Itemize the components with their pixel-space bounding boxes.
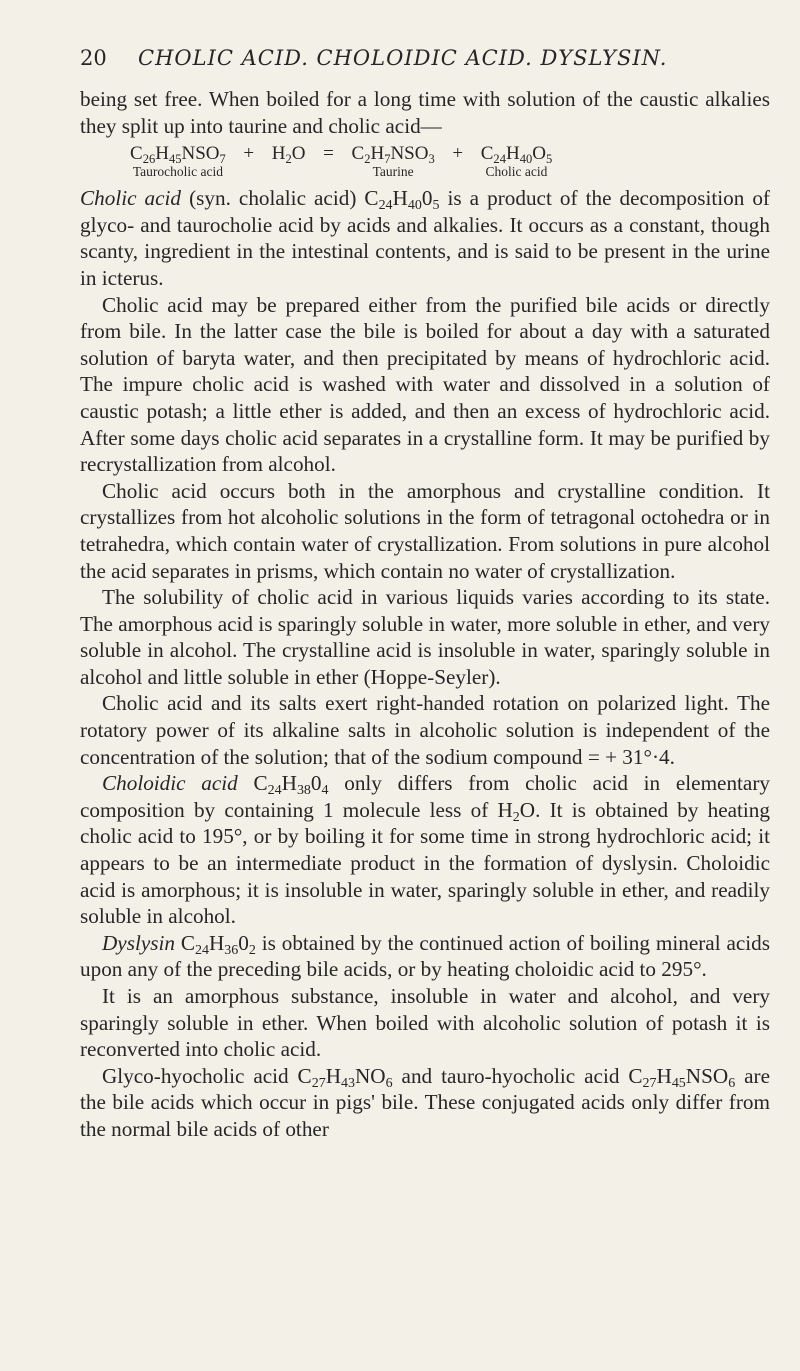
paragraph-cholic-acid: Cholic acid (syn. cholalic acid) $C_{24}H_{40}0_5$ is a product of the decomposition of glyco- and taurocholie acid by acids and alkalies. It occurs as a constant, though scanty, ingredient in the intestinal contents, and is said to be present in the urine in icterus.: [80, 186, 770, 290]
term-cholic-acid: Cholic acid: [80, 186, 182, 211]
paragraph-dyslysin: Dyslysin $C_{24}H_{36}0_2$ is obtained by the continued action of boiling mineral acids upon any of the preceding bile acids, or by heating choloidic acid to 295°.: [80, 930, 770, 982]
book-page: [80, 46, 770, 1143]
paragraph-rotation: Cholic acid and its salts exert right-handed rotation on polarized light. The rotatory power of its alkaline salts in alcoholic solution is independent of the concentration of the solution; that of the sodium compound = + 31°·4.: [80, 691, 770, 769]
caption-taurocholic-acid: Taurocholic acid: [132, 164, 223, 180]
body-text: [80, 86, 770, 1143]
formula-taurine: $C_2H_7NSO_3$: [351, 143, 435, 166]
paragraph-hyocholic-acids: Glyco-hyocholic acid $C_{27}H_{43}NO_6$ and tauro-hyocholic acid $C_{27}H_{45}NSO_6$ are the bile acids which occur in pigs' bile. These conjugated acids only differ from the normal bile acids of other: [80, 1063, 770, 1141]
caption-cholic-acid: Cholic acid: [485, 164, 548, 180]
equation-term-water: [272, 143, 306, 165]
term-choloidic-acid: Choloidic acid: [102, 771, 238, 796]
plus-sign: +: [243, 143, 255, 165]
equation-term-cholic-acid: [481, 143, 552, 179]
plus-sign: +: [452, 143, 464, 165]
paragraph-dyslysin-properties: It is an amorphous substance, insoluble in water and alcohol, and very sparingly soluble in ether. When boiled with alcoholic solution of potash it is reconverted into cholic acid.: [80, 984, 770, 1062]
page-number: 20: [80, 46, 107, 70]
formula-cholic-acid: $C_{24}H_{40}O_5$: [480, 143, 553, 166]
formula-water: $H_2O$: [271, 143, 306, 166]
paragraph-preparation: Cholic acid may be prepared either from the purified bile acids or directly from bile. In the latter case the bile is boiled for about a day with a saturated solution of baryta water, and then precipitated by means of hydrochloric acid. The impure cholic acid is washed with water and dissolved in a solution of caustic potash; a little ether is added, and then an excess of hydrochloric acid. After some days cholic acid separates in a crystalline form. It may be purified by recrystallization from alcohol.: [80, 292, 770, 477]
equation-term-taurocholic-acid: [130, 143, 226, 179]
equation-term-taurine: [352, 143, 435, 179]
formula-taurocholic-acid: $C_{26}H_{45}NSO_7$: [130, 143, 226, 166]
paragraph-crystallization: Cholic acid occurs both in the amorphous and crystalline condition. It crystallizes from hot alcoholic solutions in the form of tetragonal octohedra or in tetrahedra, which contain water of crystallization. From solutions in pure alcohol the acid separates in prisms, which contain no water of crystallization.: [80, 478, 770, 583]
paragraph-intro: being set free. When boiled for a long time with solution of the caustic alkalies they split up into taurine and cholic acid—: [80, 87, 770, 138]
equals-sign: =: [323, 143, 334, 165]
term-dyslysin: Dyslysin: [102, 930, 175, 955]
paragraph-solubility: The solubility of cholic acid in various liquids varies according to its state. The amorphous acid is sparingly soluble in water, more soluble in ether, and very soluble in alcohol. The crystalline acid is insoluble in water, sparingly soluble in alcohol and little soluble in ether (Hoppe-Seyler).: [80, 585, 770, 689]
page-header: [80, 46, 770, 80]
running-title: CHOLIC ACID. CHOLOIDIC ACID. DYSLYSIN.: [138, 46, 668, 70]
chemical-equation: [130, 143, 770, 179]
paragraph-choloidic-acid: Choloidic acid $C_{24}H_{38}0_4$ only differs from cholic acid in elementary composition by containing 1 molecule less of $H_2O$. It is obtained by heating cholic acid to 195°, or by boiling it for some time in strong hydrochloric acid; it appears to be an intermediate product in the formation of dyslysin. Choloidic acid is amorphous; it is insoluble in water, sparingly soluble in ether, and readily soluble in alcohol.: [80, 771, 770, 929]
caption-taurine: Taurine: [372, 164, 414, 180]
